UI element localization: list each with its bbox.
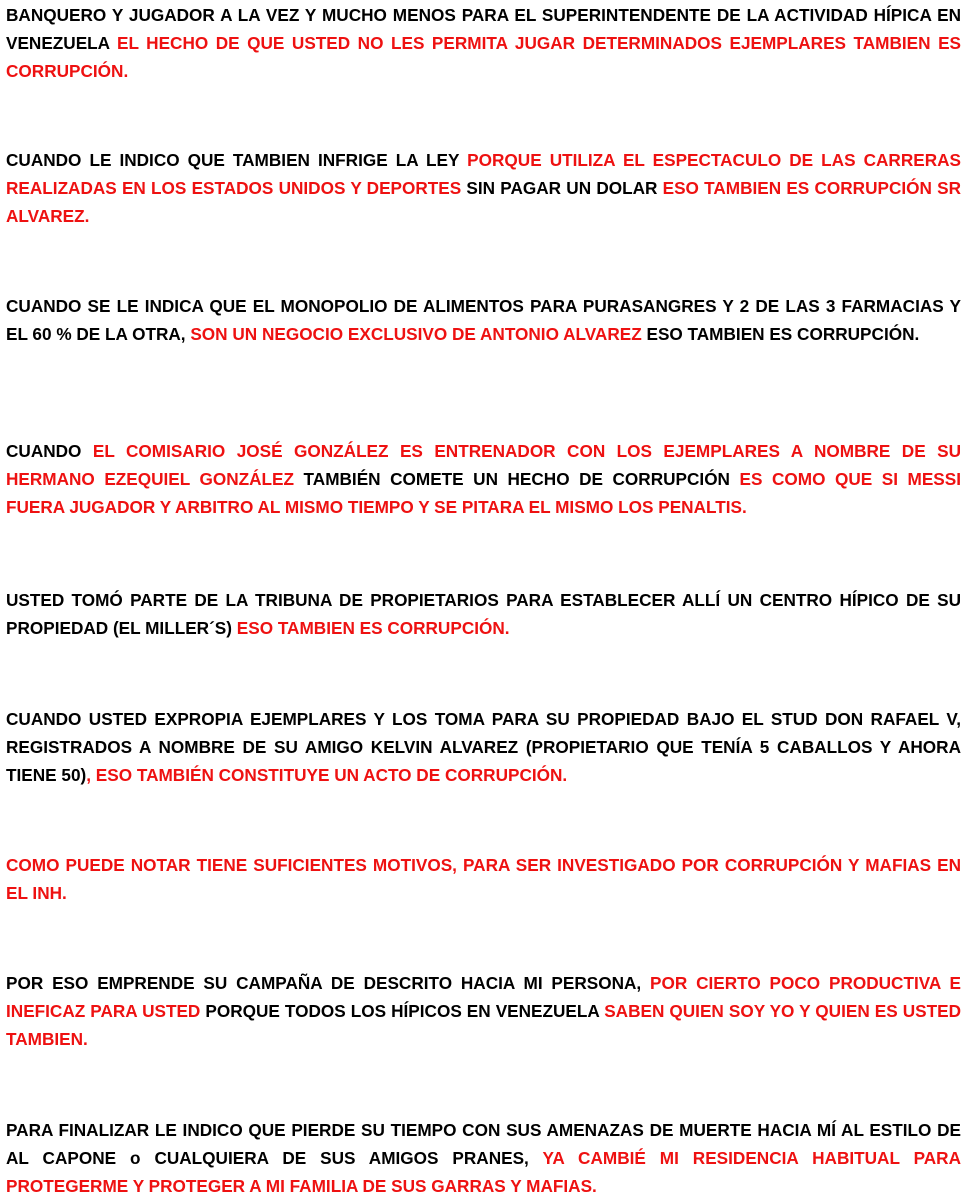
text-segment: CUANDO LE INDICO QUE TAMBIEN INFRIGE LA LEY	[6, 150, 468, 170]
paragraph-9	[6, 1116, 961, 1200]
highlighted-text-segment: SABEN QUIEN SOY YO Y QUIEN ES USTED TAMBIEN.	[6, 1001, 961, 1049]
text-segment: PORQUE TODOS LOS HÍPICOS EN VENEZUELA	[200, 1001, 605, 1021]
text-segment: ESO TAMBIEN ES CORRUPCIÓN.	[641, 324, 920, 344]
highlighted-text-segment: COMO PUEDE NOTAR TIENE SUFICIENTES MOTIVOS, PARA SER INVESTIGADO POR CORRUPCIÓN Y MAFIAS EN EL INH.	[6, 855, 961, 903]
highlighted-text-segment: , ESO TAMBIÉN CONSTITUYE UN ACTO DE CORRUPCIÓN.	[86, 765, 568, 785]
highlighted-text-segment: PORQUE UTILIZA EL ESPECTACULO DE LAS CARRERAS REALIZADAS EN LOS ESTADOS UNIDOS Y DEPORTES	[6, 150, 961, 198]
highlighted-text-segment: EL HECHO DE QUE USTED NO LES PERMITA JUGAR DETERMINADOS EJEMPLARES TAMBIEN ES CORRUPCIÓN.	[6, 33, 962, 81]
text-segment: CUANDO USTED EXPROPIA EJEMPLARES Y LOS TOMA PARA SU PROPIEDAD BAJO EL STUD DON RAFAEL V, REGISTRADOS A NOMBRE DE SU AMIGO KELVIN ALVAREZ (PROPIETARIO QUE TENÍA 5 CABALLOS Y AHORA TIENE 50)	[6, 709, 961, 785]
text-segment: PARA FINALIZAR LE INDICO QUE PIERDE SU TIEMPO CON SUS AMENAZAS DE MUERTE HACIA MÍ AL ESTILO DE AL CAPONE o CUALQUIERA DE SUS AMIGOS PRANES,	[6, 1120, 961, 1168]
text-segment: USTED TOMÓ PARTE DE LA TRIBUNA DE PROPIETARIOS PARA ESTABLECER ALLÍ UN CENTRO HÍPICO DE SU PROPIEDAD (EL MILLER´S)	[6, 590, 961, 638]
paragraph-1	[6, 1, 961, 85]
highlighted-text-segment: YA CAMBIÉ MI RESIDENCIA HABITUAL PARA PROTEGERME Y PROTEGER A MI FAMILIA DE SUS GARRAS Y MAFIAS.	[6, 1148, 961, 1196]
highlighted-text-segment: ESO TAMBIEN ES CORRUPCIÓN SR ALVAREZ.	[6, 178, 962, 226]
text-segment: POR ESO EMPRENDE SU CAMPAÑA DE DESCRITO HACIA MI PERSONA,	[6, 973, 651, 993]
highlighted-text-segment: ESO TAMBIEN ES CORRUPCIÓN.	[236, 618, 510, 638]
highlighted-text-segment: POR CIERTO POCO PRODUCTIVA E INEFICAZ PARA USTED	[6, 973, 961, 1021]
paragraph-3	[6, 292, 961, 348]
text-segment: TAMBIÉN COMETE UN HECHO DE CORRUPCIÓN	[294, 469, 740, 489]
text-segment: BANQUERO Y JUGADOR A LA VEZ Y MUCHO MENOS PARA EL SUPERINTENDENTE DE LA ACTIVIDAD HÍPICA EN VENEZUELA	[6, 5, 961, 53]
paragraph-2	[6, 146, 961, 230]
text-segment: CUANDO SE LE INDICA QUE EL MONOPOLIO DE ALIMENTOS PARA PURASANGRES Y 2 DE LAS 3 FARMACIAS Y EL 60 % DE LA OTRA,	[6, 296, 961, 344]
highlighted-text-segment: SON UN NEGOCIO EXCLUSIVO DE ANTONIO ALVAREZ	[190, 324, 642, 344]
paragraph-6	[6, 705, 961, 789]
highlighted-text-segment: EL COMISARIO JOSÉ GONZÁLEZ ES ENTRENADOR CON LOS EJEMPLARES A NOMBRE DE SU HERMANO EZEQUIEL GONZÁLEZ	[6, 441, 961, 489]
paragraph-4	[6, 437, 961, 521]
highlighted-text-segment: ES COMO QUE SI MESSI FUERA JUGADOR Y ARBITRO AL MISMO TIEMPO Y SE PITARA EL MISMO LOS PENALTIS.	[6, 469, 961, 517]
paragraph-5	[6, 586, 961, 642]
paragraph-7	[6, 851, 961, 907]
paragraph-8	[6, 969, 961, 1053]
text-segment: CUANDO	[6, 441, 93, 461]
text-segment: SIN PAGAR UN DOLAR	[461, 178, 663, 198]
